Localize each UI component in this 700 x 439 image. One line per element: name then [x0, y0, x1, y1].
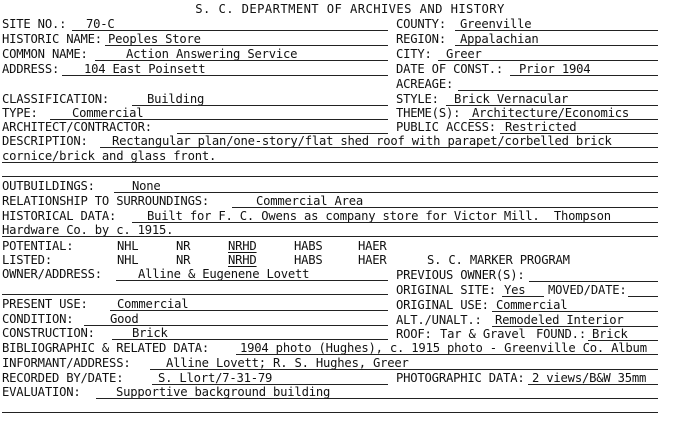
construction-line [112, 339, 388, 340]
owner-address-line-2 [2, 294, 388, 295]
construction-label: CONSTRUCTION: [2, 326, 95, 340]
informant-label: INFORMANT/ADDRESS: [2, 356, 131, 370]
potential-label: POTENTIAL: [2, 239, 74, 253]
city-line [438, 60, 658, 61]
relationship-value: Commercial Area [256, 194, 364, 208]
previous-owners-label: PREVIOUS OWNER(S): [396, 268, 525, 282]
site-no-value: 70-C [86, 17, 115, 31]
evaluation-value: Supportive background building [116, 385, 331, 399]
listed-haer: HAER [358, 253, 387, 267]
form-header: S. C. DEPARTMENT OF ARCHIVES AND HISTORY [195, 2, 505, 16]
present-use-line [110, 310, 388, 311]
roof-value: Tar & Gravel [440, 327, 526, 341]
site-no-line [72, 30, 388, 31]
address-label: ADDRESS: [2, 62, 60, 76]
type-value: Commercial [72, 106, 144, 120]
style-value: Brick Vernacular [454, 92, 569, 106]
relationship-label: RELATIONSHIP TO SURROUNDINGS: [2, 194, 209, 208]
photographic-line [528, 384, 658, 385]
historical-rule-1 [132, 222, 658, 223]
date-const-label: DATE OF CONST.: [396, 62, 504, 76]
outbuildings-value: None [132, 179, 161, 193]
potential-nr: NR [176, 239, 191, 253]
present-use-value: Commercial [117, 297, 189, 311]
county-label: COUNTY: [396, 17, 446, 31]
evaluation-line-2 [2, 412, 658, 413]
architect-label: ARCHITECT/CONTRACTOR: [2, 120, 152, 134]
owner-address-value: Alline & Eugenene Lovett [138, 267, 310, 281]
description-line-1: Rectangular plan/one-story/flat shed roof with parapet/corbelled brick [112, 134, 612, 148]
evaluation-line [96, 398, 658, 399]
bibliographic-value: 1904 photo (Hughes), c. 1915 photo - Greenville Co. Album [240, 341, 647, 355]
historic-name-line [105, 45, 388, 46]
original-site-line [502, 296, 544, 297]
relationship-line [232, 207, 658, 208]
informant-line [150, 369, 658, 370]
alt-unalt-label: ALT./UNALT.: [396, 313, 482, 327]
listed-nhl: NHL [117, 253, 139, 267]
moved-date-label: MOVED/DATE: [548, 283, 627, 297]
historical-line-1: Built for F. C. Owens as company store for Victor Mill. Thompson [147, 209, 611, 223]
recorded-label: RECORDED BY/DATE: [2, 371, 124, 385]
foundation-label: FOUND.: [536, 327, 586, 341]
date-const-value: Prior 1904 [519, 62, 591, 76]
potential-nhl: NHL [117, 239, 139, 253]
description-label: DESCRIPTION: [2, 134, 88, 148]
acreage-line [458, 90, 658, 91]
marker-program-heading: S. C. MARKER PROGRAM [427, 253, 570, 267]
evaluation-label: EVALUATION: [2, 385, 81, 399]
common-name-line [95, 60, 388, 61]
description-rule-1 [100, 147, 658, 148]
common-name-label: COMMON NAME: [2, 47, 88, 61]
recorded-value: S. Llort/7-31-79 [158, 371, 273, 385]
original-site-value: Yes [504, 283, 526, 297]
condition-label: CONDITION: [2, 312, 74, 326]
county-value: Greenville [460, 17, 532, 31]
construction-value: Brick [132, 326, 168, 340]
historic-name-value: Peoples Store [108, 32, 201, 46]
potential-haer: HAER [358, 239, 387, 253]
moved-date-line [628, 296, 658, 297]
condition-value: Good [110, 312, 139, 326]
bibliographic-label: BIBLIOGRAPHIC & RELATED DATA: [2, 341, 209, 355]
present-use-label: PRESENT USE: [2, 297, 88, 311]
original-use-label: ORIGINAL USE: [396, 298, 489, 312]
bibliographic-line [236, 354, 658, 355]
acreage-label: ACREAGE: [396, 77, 454, 91]
condition-line [84, 325, 388, 326]
owner-address-label: OWNER/ADDRESS: [2, 267, 102, 281]
site-no-label: SITE NO.: [2, 17, 67, 31]
listed-label: LISTED: [2, 253, 52, 267]
type-label: TYPE: [2, 106, 38, 120]
roof-label: ROOF: [396, 327, 432, 341]
historical-label: HISTORICAL DATA: [2, 209, 117, 223]
original-use-value: Commercial [496, 298, 568, 312]
style-label: STYLE: [396, 92, 439, 106]
description-line-2: cornice/brick and glass front. [2, 149, 217, 163]
historical-rule-2 [2, 236, 658, 237]
classification-line [132, 105, 388, 106]
previous-owners-line [529, 281, 658, 282]
photographic-value: 2 views/B&W 35mm [532, 371, 647, 385]
county-line [455, 30, 658, 31]
outbuildings-label: OUTBUILDINGS: [2, 179, 95, 193]
region-line [455, 45, 658, 46]
description-rule-2 [2, 162, 658, 163]
original-site-label: ORIGINAL SITE: [396, 283, 496, 297]
public-access-label: PUBLIC ACCESS: [396, 120, 496, 134]
alt-unalt-value: Remodeled Interior [495, 313, 624, 327]
potential-habs: HABS [294, 239, 323, 253]
address-line [62, 75, 388, 76]
region-label: REGION: [396, 32, 446, 46]
foundation-value: Brick [592, 327, 628, 341]
listed-habs: HABS [294, 253, 323, 267]
classification-value: Building [147, 92, 205, 106]
original-use-line [492, 311, 658, 312]
themes-value: Architecture/Economics [472, 106, 630, 120]
address-value: 104 East Poinsett [84, 62, 206, 76]
description-rule-3 [2, 176, 658, 177]
classification-label: CLASSIFICATION: [2, 92, 110, 106]
common-name-value: Action Answering Service [126, 47, 298, 61]
historical-line-2: Hardware Co. by c. 1915. [2, 223, 174, 237]
listed-nrhd: NRHD [228, 253, 257, 267]
themes-label: THEME(S): [396, 106, 461, 120]
date-const-line [510, 75, 658, 76]
historic-name-label: HISTORIC NAME: [2, 32, 102, 46]
owner-address-line [116, 280, 388, 281]
city-value: Greer [446, 47, 482, 61]
outbuildings-line [114, 192, 658, 193]
listed-nr: NR [176, 253, 191, 267]
photographic-label: PHOTOGRAPHIC DATA: [396, 371, 525, 385]
informant-value: Alline Lovett; R. S. Hughes, Greer [166, 356, 409, 370]
public-access-value: Restricted [505, 120, 577, 134]
potential-nrhd: NRHD [228, 239, 257, 253]
region-value: Appalachian [460, 32, 539, 46]
city-label: CITY: [396, 47, 432, 61]
